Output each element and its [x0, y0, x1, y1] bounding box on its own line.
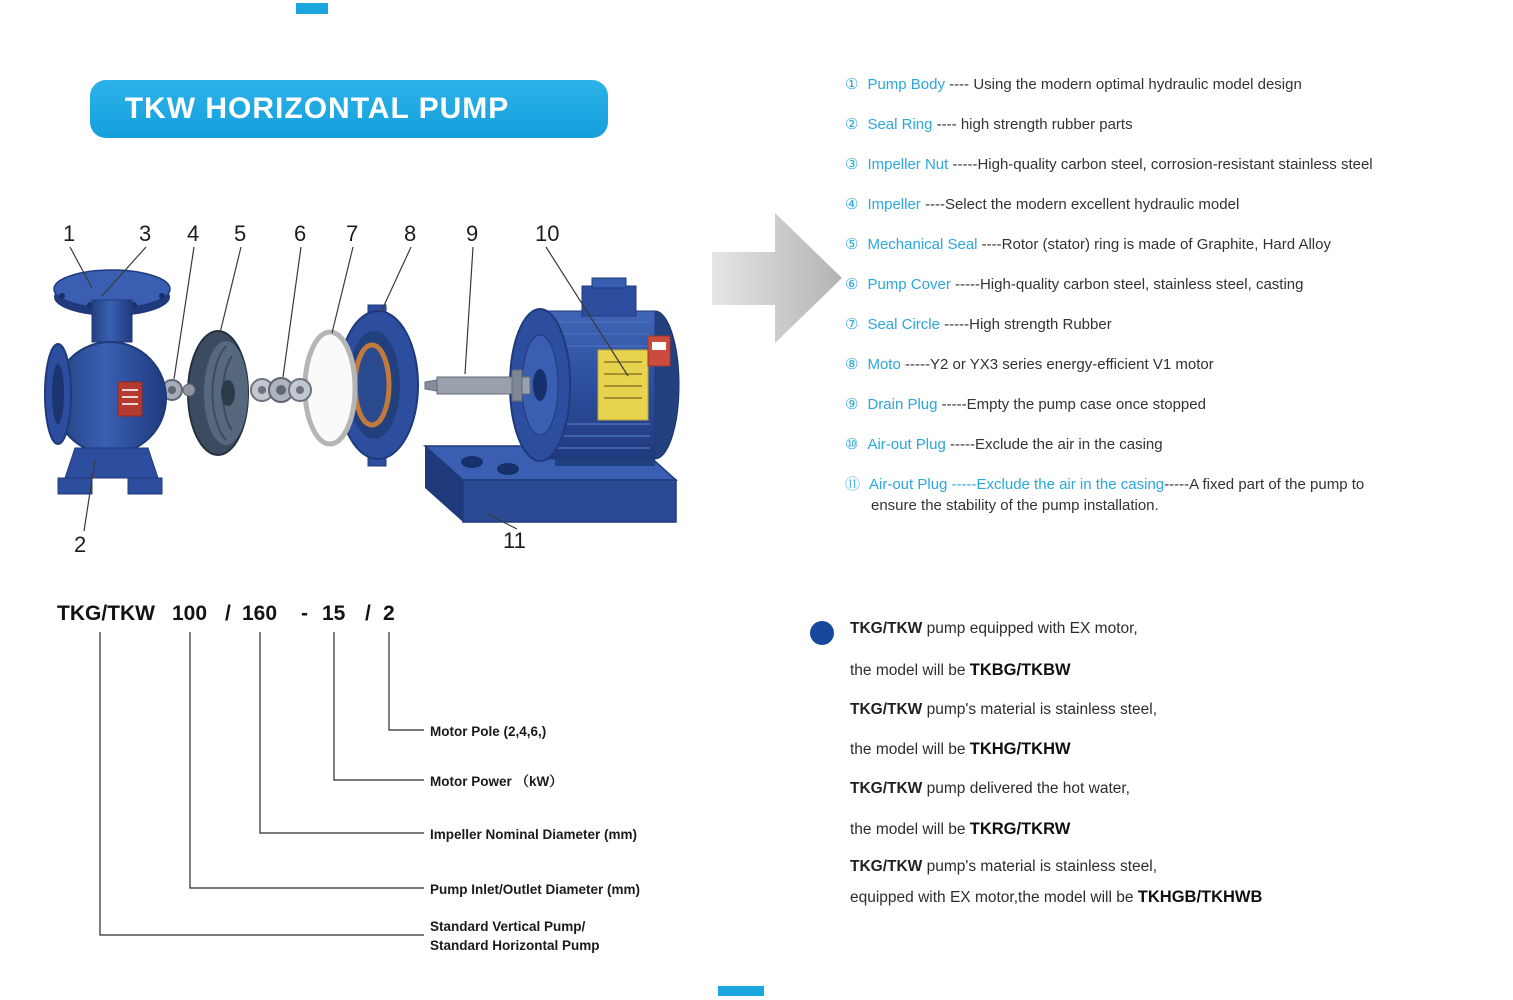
part-number-icon: ②: [845, 116, 859, 133]
model-code-tree-lines: [100, 632, 424, 935]
note-text: pump equipped with EX motor,: [922, 620, 1138, 637]
label-pump-type-line1: Standard Vertical Pump/: [430, 919, 586, 934]
callout-10: 10: [535, 221, 560, 246]
part-name: Drain Plug: [867, 396, 938, 413]
callout-11: 11: [503, 528, 526, 553]
note-text: the model will be: [850, 662, 970, 679]
note-line: [850, 888, 1262, 907]
callout-8: 8: [404, 221, 417, 246]
note-text: equipped with EX motor,the model will be: [850, 889, 1138, 906]
part-number-icon: ④: [845, 196, 859, 213]
part-number-icon: ⑤: [845, 236, 859, 253]
part-number-icon: ①: [845, 76, 859, 93]
impeller-part: [188, 331, 248, 455]
seal-circle-part: [305, 332, 355, 444]
model-code-prefix: TKG/TKW: [57, 602, 155, 625]
part-number-icon: ③: [845, 156, 859, 173]
mechanical-seal-rings-part: [251, 378, 311, 402]
callout-6: 6: [294, 221, 307, 246]
model-code-seg-inlet: 100: [172, 602, 208, 625]
model-name: TKBG/TKBW: [969, 661, 1071, 679]
label-pump-type-line2: Standard Horizontal Pump: [430, 938, 600, 953]
part-desc: -----High-quality carbon steel, corrosion-resistant stainless steel: [948, 156, 1373, 173]
part-number-icon: ⑦: [845, 316, 859, 333]
part-name: Pump Body: [867, 76, 945, 93]
part-desc: -----Empty the pump case once stopped: [937, 396, 1206, 413]
motor-part: [510, 278, 679, 466]
model-name: TKHG/TKHW: [969, 740, 1071, 758]
part-name: Air-out Plug -----Exclude the air in the casing: [869, 476, 1165, 493]
note-text: the model will be: [850, 741, 970, 758]
model-prefix: TKG/TKW: [850, 780, 923, 797]
part-item-2: [845, 114, 1510, 135]
note-line: [850, 661, 1071, 680]
parts-description-list: [845, 74, 1510, 535]
shaft-part: [425, 370, 530, 401]
part-item-5: [845, 234, 1510, 255]
part-number-icon: ⑧: [845, 356, 859, 373]
note-text: the model will be: [850, 821, 970, 838]
label-motor-pole: Motor Pole (2,4,6,): [430, 724, 547, 739]
part-desc: ----Select the modern excellent hydraulic model: [920, 196, 1240, 213]
part-desc: -----High strength Rubber: [939, 316, 1112, 333]
part-item-1: [845, 74, 1510, 95]
part-item-3: [845, 154, 1510, 175]
part-number-icon: ⑪: [845, 476, 861, 493]
callout-3: 3: [139, 221, 152, 246]
part-desc: -----High-quality carbon steel, stainless steel, casting: [950, 276, 1304, 293]
note-line: [850, 701, 1157, 719]
note-line: [850, 820, 1070, 839]
note-line: [850, 780, 1130, 798]
part-number-icon: ⑥: [845, 276, 859, 293]
part-item-10: [845, 434, 1510, 455]
callout-7: 7: [346, 221, 359, 246]
model-code-separator: /: [365, 602, 371, 625]
transition-arrow-icon: [712, 213, 842, 343]
part-item-11: [845, 474, 1510, 516]
bullet-icon: [810, 621, 834, 645]
part-desc: -----Y2 or YX3 series energy-efficient V1 motor: [900, 356, 1214, 373]
page-title: TKW HORIZONTAL PUMP: [124, 92, 510, 125]
note-line: [850, 620, 1138, 638]
model-prefix: TKG/TKW: [850, 858, 923, 875]
part-name: Impeller: [867, 196, 921, 213]
label-pump-type: [430, 917, 600, 955]
model-prefix: TKG/TKW: [850, 620, 923, 637]
part-desc: -----A fixed part of the pump to: [1164, 476, 1365, 493]
note-text: pump's material is stainless steel,: [922, 858, 1158, 875]
label-inlet-outlet: Pump Inlet/Outlet Diameter (mm): [430, 882, 641, 897]
part-name: Seal Circle: [867, 316, 940, 333]
part-item-9: [845, 394, 1510, 415]
note-text: pump delivered the hot water,: [922, 780, 1130, 797]
part-item-7: [845, 314, 1510, 335]
model-code-separator: /: [225, 602, 231, 625]
part-item-6: [845, 274, 1510, 295]
part-number-icon: ⑨: [845, 396, 859, 413]
model-code-seg-impeller: 160: [242, 602, 278, 625]
note-line: [850, 858, 1157, 876]
model-prefix: TKG/TKW: [850, 701, 923, 718]
part-desc: ----Rotor (stator) ring is made of Graphite, Hard Alloy: [977, 236, 1331, 253]
part-desc: ---- Using the modern optimal hydraulic model design: [945, 76, 1302, 93]
callout-2: 2: [74, 532, 87, 557]
callout-1: 1: [63, 221, 76, 246]
model-code-separator: -: [301, 602, 308, 625]
label-motor-power: Motor Power （kW）: [430, 774, 563, 789]
model-code-seg-pole: 2: [383, 602, 395, 625]
label-impeller-diameter: Impeller Nominal Diameter (mm): [430, 827, 638, 842]
part-name: Pump Cover: [867, 276, 951, 293]
model-name: TKHGB/TKHWB: [1137, 888, 1263, 906]
part-item-8: [845, 354, 1510, 375]
part-name: Air-out Plug: [867, 436, 946, 453]
note-line: [850, 740, 1071, 759]
note-text: pump's material is stainless steel,: [922, 701, 1158, 718]
part-name: Mechanical Seal: [867, 236, 978, 253]
pump-label: [118, 382, 142, 416]
part-name: Seal Ring: [867, 116, 933, 133]
callout-4: 4: [187, 221, 200, 246]
part-name: Moto: [867, 356, 901, 373]
part-number-icon: ⑩: [845, 436, 859, 453]
part-desc: -----Exclude the air in the casing: [945, 436, 1163, 453]
pump-body-part: [45, 270, 170, 494]
callout-9: 9: [466, 221, 479, 246]
part-item-4: [845, 194, 1510, 215]
model-name: TKRG/TKRW: [969, 820, 1071, 838]
model-code-seg-power: 15: [322, 602, 346, 625]
part-desc-continued: ensure the stability of the pump installation.: [871, 497, 1159, 514]
part-name: Impeller Nut: [867, 156, 949, 173]
part-desc: ---- high strength rubber parts: [932, 116, 1133, 133]
callout-5: 5: [234, 221, 247, 246]
